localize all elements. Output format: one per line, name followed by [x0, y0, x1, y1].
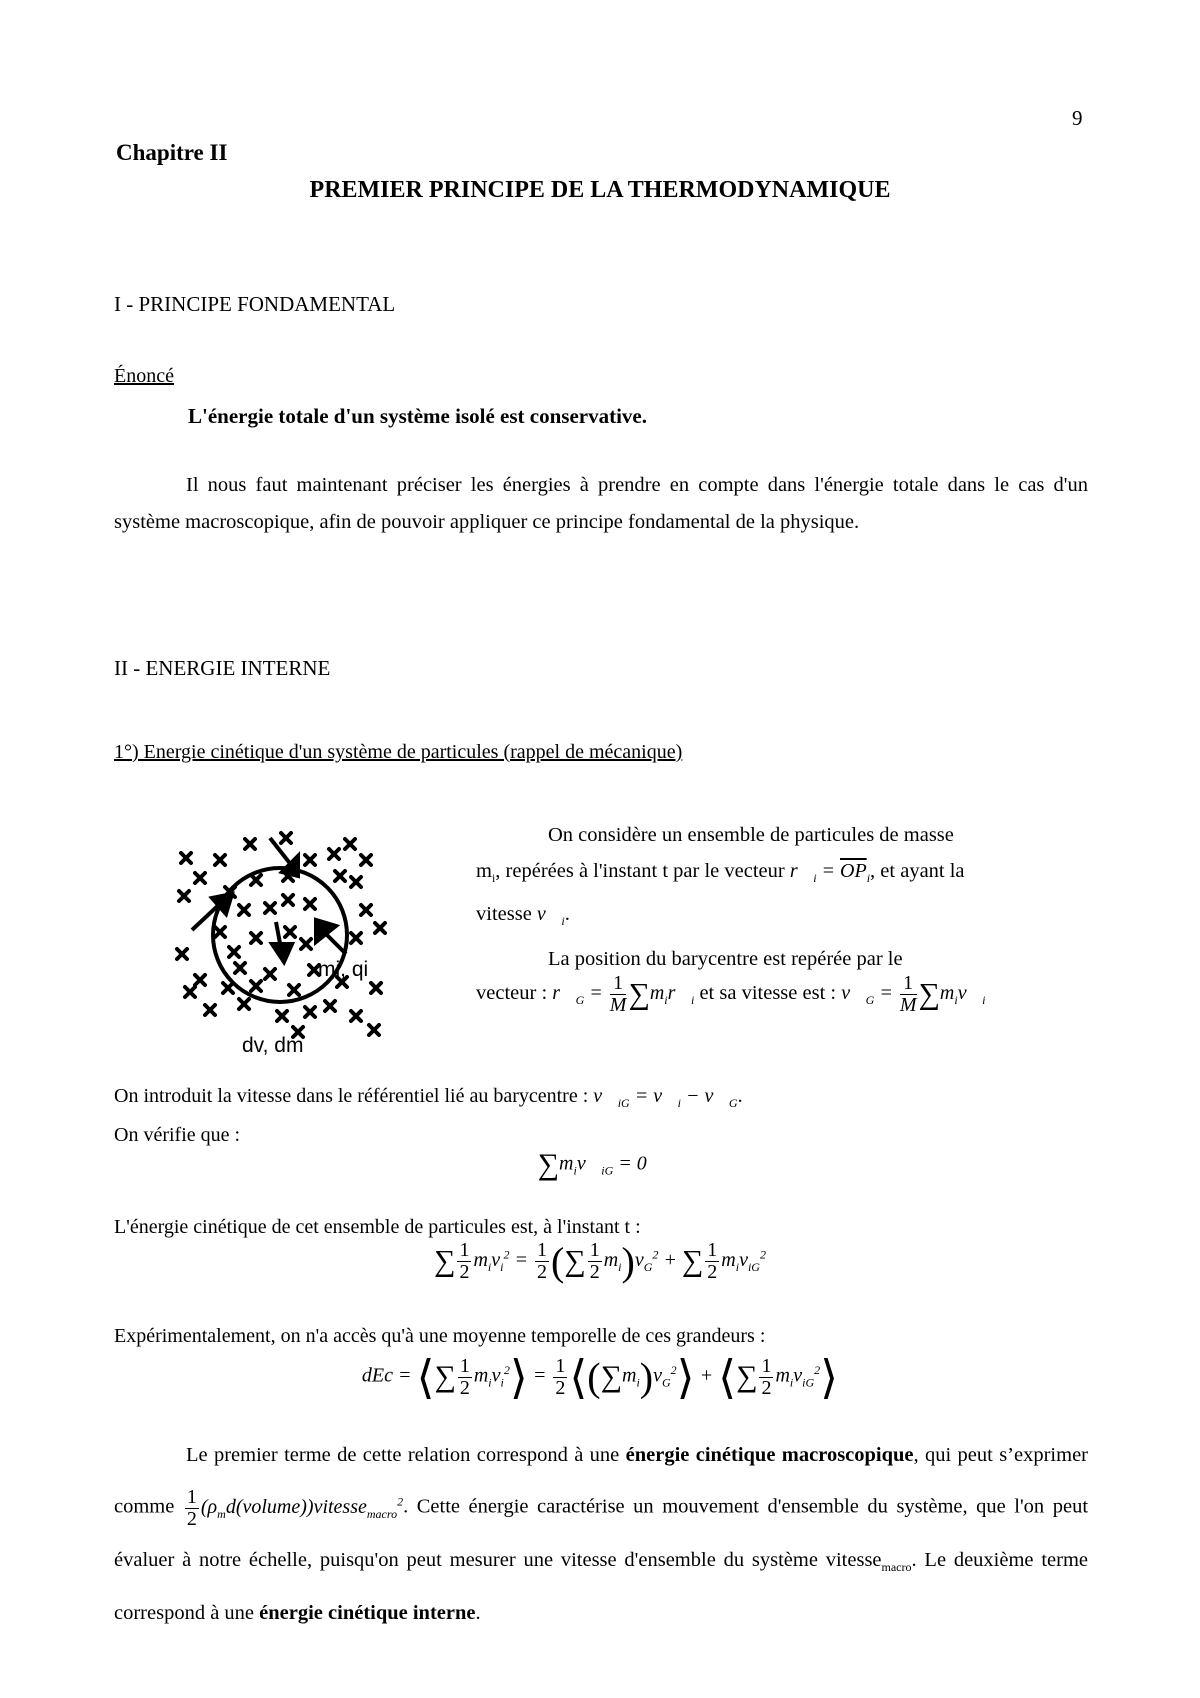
section-heading-1: I - PRINCIPE FONDAMENTAL — [114, 292, 396, 316]
intro-line-4: La position du barycentre est repérée par le — [548, 948, 903, 971]
experimental-text: Expérimentalement, on n'a accès qu'à une moyenne temporelle de ces grandeurs : — [114, 1325, 766, 1347]
particle-cross — [215, 927, 225, 937]
particle-cross — [181, 853, 191, 863]
particle-cross — [205, 1005, 215, 1015]
particle-cross — [361, 855, 371, 865]
macro-text-4: . Le deuxième terme correspond à une — [114, 1548, 1088, 1624]
enonce-label: Énoncé — [114, 365, 174, 387]
mass-symbol: m — [476, 860, 492, 882]
particle-cross — [305, 899, 315, 909]
particle-cross — [281, 833, 291, 843]
particle-cross — [185, 987, 195, 997]
particle-cross — [251, 875, 261, 885]
particle-cross — [351, 877, 361, 887]
particle-cross — [371, 983, 381, 993]
particle-cross — [305, 855, 315, 865]
particle-cross — [283, 895, 293, 905]
barycentre-speed-text: On introduit la vitesse dans le référentiel lié au barycentre : — [114, 1085, 589, 1107]
particle-cross — [177, 949, 187, 959]
intro-line-3-text: vitesse — [476, 903, 532, 926]
macro-bold: énergie cinétique macroscopique — [625, 1444, 914, 1466]
particle-cross — [195, 873, 205, 883]
particle-cross — [229, 947, 239, 957]
section-heading-2: II - ENERGIE INTERNE — [114, 656, 331, 680]
particle-cross — [277, 1011, 287, 1021]
intro-paragraph: Il nous faut maintenant préciser les énergies à prendre en compte dans l'énergie totale dans le cas d'un système macroscopique, afin de pouvoir appliquer ce principe fondamental de la physique. — [114, 474, 1088, 533]
particle-cross — [345, 839, 355, 849]
particle-cross — [223, 983, 233, 993]
particle-cross — [369, 1025, 379, 1035]
particle-cross — [335, 871, 345, 881]
particle-cross — [289, 985, 299, 995]
intro-line-5-text: vecteur : — [476, 982, 548, 1005]
intro-line-5-mid: et sa vitesse est : — [699, 982, 837, 1005]
subsection-heading: 1°) Energie cinétique d'un système de particules (rappel de mécanique) — [114, 741, 683, 763]
particle-cross — [305, 1007, 315, 1017]
particle-crosses — [177, 833, 385, 1037]
intro-line-2-text: , repérées à l'instant t par le vecteur — [495, 860, 785, 882]
equation-average-energy: dEc = ⟨∑ $\frac{1}{2}$ $m_iv_i^2⟩$ = $\frac{1}{2}$ $⟨(\sum m_i)v_G^2⟩$ + ⟨∑ $\frac{1}{2}$ $m_iv_{iG}^2⟩$ — [361, 1352, 839, 1403]
kinetic-text: L'énergie cinétique de cet ensemble de particules est, à l'instant t : — [114, 1216, 641, 1238]
macro-end: . — [475, 1601, 481, 1624]
particle-cross — [265, 903, 275, 913]
particle-cross — [179, 891, 189, 901]
intro-line-3: vitesse $v⃗_i$. — [476, 903, 570, 929]
equation-sum-zero: $\sum m_iv⃗_{iG}$ = 0⃗ — [537, 1148, 663, 1181]
macro-subscript: macro — [881, 1559, 912, 1574]
particle-cross — [251, 981, 261, 991]
macro-text-2: , qui peut s’exprimer comme — [114, 1444, 1088, 1518]
particle-cross — [351, 1011, 361, 1021]
macro-text-3: . Cette énergie caractérise un mouvement d'ensemble du système, que l'on peut évaluer à notre échelle, puisqu'on peut mesurer une vitesse d'ensemble du système vitesse — [114, 1495, 1089, 1571]
particle-cross — [375, 923, 385, 933]
macro-paragraph: Le premier terme de cette relation correspond à une énergie cinétique macroscopique, qui peut s’exprimer comme $\frac{1}{2}$ $(\rho_md(volume))vitesse_{macro}^2$. Cette énergie caractérise un mouvement d'ensemble du système, que l'on peut évaluer à notre échelle, puisqu'on peut mesurer une vitesse d'ensemble du système vitesse$_{macro}$. Le deuxième terme correspond à une énergie cinétique interne. — [114, 1444, 1089, 1624]
particle-cross — [351, 933, 361, 943]
particle-cross — [195, 975, 205, 985]
intro-right-text — [476, 817, 1056, 1018]
particle-cross — [301, 939, 311, 949]
equation-kinetic-energy: ∑ $\frac{1}{2}$ $m_iv_i^2$ = $\frac{1}{2}$ (∑ $\frac{1}{2}$ $m_i)v_G^2$ + ∑ $\frac{1}{2}$ $m_iv_{iG}^2$ — [434, 1239, 766, 1284]
particle-cross — [361, 905, 371, 915]
particle-cross — [265, 969, 275, 979]
particle-cross — [251, 933, 261, 943]
particle-cross — [285, 927, 295, 937]
particle-cross — [235, 963, 245, 973]
particle-cross — [325, 1001, 335, 1011]
intro-line-1: On considère un ensemble de particules de masse — [548, 824, 954, 846]
particle-cross — [239, 905, 249, 915]
volume-label: dv, dm — [242, 1034, 304, 1057]
macro-text-1: Le premier terme de cette relation correspond à une — [186, 1444, 620, 1466]
particle-cross — [215, 855, 225, 865]
particle-cross — [245, 839, 255, 849]
principle-statement: L'énergie totale d'un système isolé est conservative. — [188, 404, 647, 428]
particle-figure — [170, 820, 430, 1065]
particle-label: mi, qi — [318, 958, 369, 981]
barycentre-speed-line: On introduit la vitesse dans le référentiel lié au barycentre : $v⃗_{iG}$ = $v⃗_i$ − $v⃗_G$. — [114, 1085, 743, 1110]
verify-text: On vérifie que : — [114, 1124, 241, 1146]
particle-cross — [239, 999, 249, 1009]
intro-line-5: vecteur : $r⃗_G$ = $\frac{1}{M}$ $\sum m_ir⃗_i$ et sa vitesse est : $v⃗_G$ = $\frac{1}{M}$ $\sum m_iv⃗_i$ — [476, 972, 986, 1017]
intro-line-2-end: , et ayant la — [870, 860, 965, 882]
particle-cross — [329, 849, 339, 859]
page-title: PREMIER PRINCIPE DE LA THERMODYNAMIQUE — [309, 177, 891, 203]
internal-bold: énergie cinétique interne — [259, 1601, 476, 1624]
page-number: 9 — [1072, 106, 1083, 130]
chapter-label: Chapitre II — [116, 140, 228, 165]
intro-line-2: $m_i$, repérées à l'instant t par le vecteur $r⃗_i = \overline{OP}_i$, et ayant la — [476, 860, 965, 886]
